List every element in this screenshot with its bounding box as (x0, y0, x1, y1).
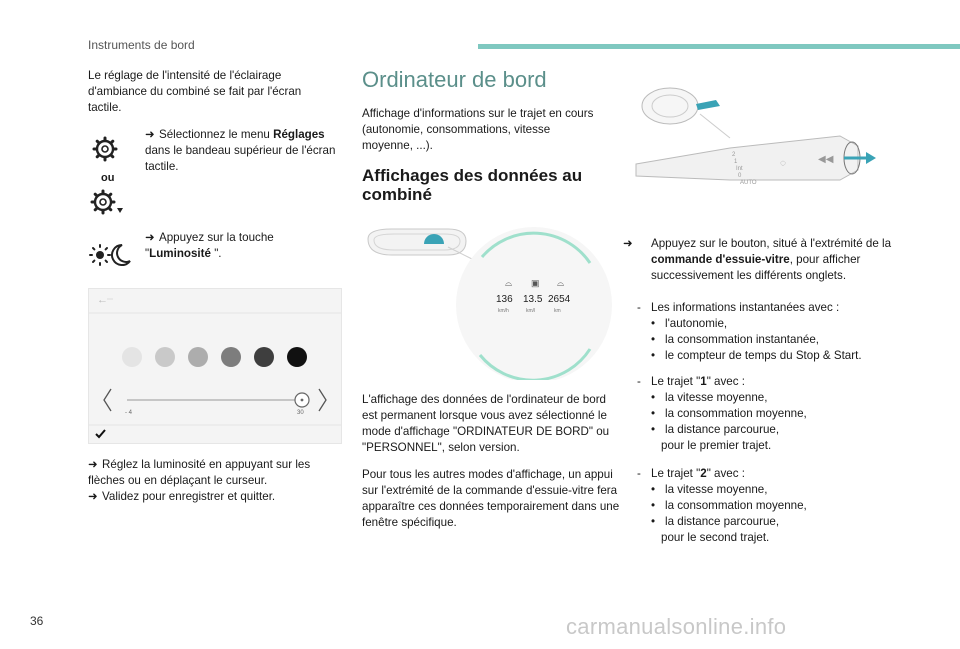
instrument-cluster-illustration (362, 223, 620, 380)
color-swatches (122, 347, 307, 367)
trip2-footer: pour le second trajet. (661, 531, 770, 544)
stalk-label: Int (736, 166, 743, 172)
color-swatch[interactable] (254, 347, 274, 367)
pointer-icon: ➜ (145, 128, 155, 141)
pointer-icon: ➜ (88, 458, 98, 471)
fuel-icon: ▣ (531, 278, 540, 288)
col2-paragraph-2: Pour tous les autres modes d'affichage, un appui sur l'extrémité de la commande d'essuie-vitre fera apparaître ces données temporairement dans une fenêtre spécifique. (362, 468, 620, 529)
section-title: Affichages des données au combiné (362, 166, 583, 204)
rewind-icon: ◀◀ (818, 154, 834, 165)
cluster-unit-consumption: km/l (526, 308, 536, 314)
wiper-stalk-illustration (630, 80, 878, 210)
or-label: ou (101, 172, 115, 184)
list-item: • la consommation instantanée, (651, 333, 820, 346)
left-arrow-icon (104, 389, 111, 411)
gear-icon (92, 136, 118, 162)
stalk-label: 1 (734, 159, 738, 165)
pointer-icon: ➜ (88, 490, 98, 503)
list-item: • la consommation moyenne, (651, 407, 807, 420)
back-arrow-icon: ← (97, 294, 108, 306)
stalk-label: 0 (738, 173, 742, 179)
stalk-label: 2 (732, 152, 736, 158)
brightness-substeps: ➜ Réglez la luminosité en appuyant sur les flèches ou en déplaçant le curseur. ➜ Validez pour enregistrer et quitter. (88, 458, 311, 503)
color-swatch[interactable] (155, 347, 175, 367)
trip1-list (637, 390, 899, 438)
list-item: • la consommation moyenne, (651, 499, 807, 512)
pointer-icon: ➜ (623, 237, 633, 250)
cluster-unit-range: km (554, 308, 561, 314)
right-arrow-icon (319, 389, 326, 411)
gear-dropdown-icon (90, 189, 126, 217)
color-swatch[interactable] (221, 347, 241, 367)
watermark: carmanualsonline.info (566, 614, 787, 639)
header-accent-bar (478, 44, 960, 49)
car-speed-icon: ⌓ (505, 278, 513, 288)
list-item: • la vitesse moyenne, (651, 391, 768, 404)
list-item: • le compteur de temps du Stop & Start. (651, 349, 862, 362)
instant-info-list (637, 316, 899, 364)
pointer-icon: ➜ (145, 231, 155, 244)
trip2-list (637, 482, 899, 530)
list-item: • la distance parcourue, (651, 515, 780, 528)
color-swatch[interactable] (122, 347, 142, 367)
brightness-icon (88, 241, 132, 269)
trip1-footer: pour le premier trajet. (661, 439, 772, 452)
col2-intro: Affichage d'informations sur le trajet en cours (autonomie, consommations, vitesse moyenne, ...). (362, 107, 594, 152)
col1-intro: Le réglage de l'intensité de l'éclairage d'ambiance du combiné se fait par l'écran tactile. (88, 69, 302, 114)
instant-info-title: Les informations instantanées avec : (651, 301, 840, 314)
slider-max-label: 30 (297, 410, 304, 416)
cluster-value-consumption: 13.5 (523, 294, 543, 305)
stalk-label: AUTO (740, 180, 757, 186)
color-swatch[interactable] (287, 347, 307, 367)
washer-icon: ◌ (780, 158, 786, 169)
color-swatch[interactable] (188, 347, 208, 367)
step-press-brightness: ➜ Appuyez sur la touche "Luminosité ". (145, 231, 274, 260)
page-number: 36 (30, 614, 44, 628)
col3-content: ➜ Appuyez sur le bouton, situé à l'extrémité de la commande d'essuie-vitre, pour afficher successivement les différents onglets. - Les informations instantanées avec : • l'autonomie, • la consommation instantanée, • le compteur de temps du Stop & Start. - Le trajet "1" avec : • la vitesse moyenne, • la consommation moyenne, • la distance parcourue, pour le premier trajet. - Le trajet "2" avec : • la vitesse moyenne, • la consommation moyenne, • la distance parcourue, pour le second trajet. (637, 236, 899, 546)
cluster-unit-speed: km/h (498, 308, 509, 314)
range-icon: ⌓ (557, 278, 565, 288)
slider-min-label: - 4 (125, 410, 133, 416)
cluster-value-range: 2654 (548, 294, 571, 305)
brightness-panel (88, 288, 342, 444)
list-item: • la vitesse moyenne, (651, 483, 768, 496)
section-header: Instruments de bord (88, 38, 195, 52)
cluster-value-speed: 136 (496, 294, 513, 305)
brightness-panel-art (89, 289, 341, 443)
list-item: • la distance parcourue, (651, 423, 780, 436)
page-title: Ordinateur de bord (362, 67, 547, 92)
list-item: • l'autonomie, (651, 317, 728, 330)
col2-paragraph-1: L'affichage des données de l'ordinateur de bord est permanent lorsque vous avez sélectionné le mode d'affichage "ORDINATEUR DE BORD" ou "PERSONNEL", selon version. (362, 393, 610, 454)
check-icon (96, 430, 105, 437)
step-select-settings: ➜ Sélectionnez le menu Réglages dans le bandeau supérieur de l'écran tactile. (145, 128, 336, 173)
